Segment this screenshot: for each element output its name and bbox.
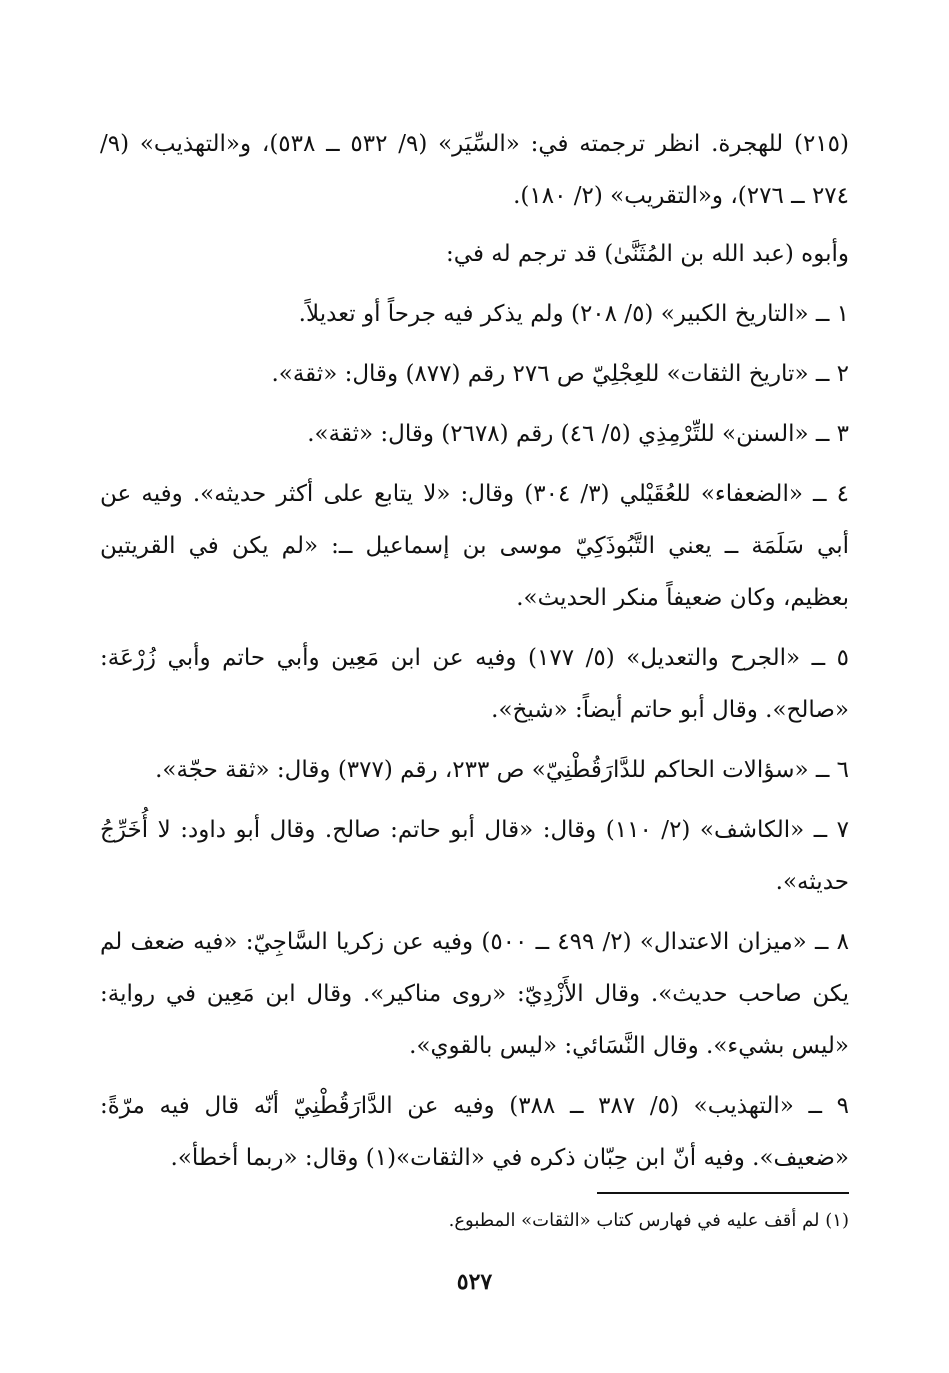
source-item-7: ٧ ــ «الكاشف» (٢/ ١١٠) وقال: «قال أبو حاتم: صالح. وقال أبو داود: لا أُخَرِّجُ حديثه». [100, 817, 850, 895]
source-item-3: ٣ ــ «السنن» للتِّرْمِذِي (٥/ ٤٦) رقم (٢٦٧٨) وقال: «ثقة». [307, 421, 849, 447]
intro-paragraph: (٢١٥) للهجرة. انظر ترجمته في: «السِّيَر» (٩/ ٥٣٢ ــ ٥٣٨)، و«التهذيب» (٩/ ٢٧٤ ــ ٢٧٦)، و«التقريب» (٢/ ١٨٠). [100, 131, 849, 209]
footnote-divider [597, 1192, 849, 1194]
source-item-4: ٤ ــ «الضعفاء» للعُقَيْلي (٣/ ٣٠٤) وقال: «لا يتابع على أكثر حديثه». وفيه عن أبي سَلَمَة ــ يعني التَّبُوذَكِيّ موسى بن إسماعيل ــ: «لم يكن في القريتين بعظيم، وكان ضعيفاً منكر الحديث». [100, 481, 850, 611]
footnote: (١) لم أقف عليه في فهارس كتاب «الثقات» المطبوع. [448, 1210, 849, 1231]
page-number: ٥٢٧ [456, 1269, 493, 1295]
source-item-2: ٢ ــ «تاريخ الثقات» للعِجْلِيّ ص ٢٧٦ رقم (٨٧٧) وقال: «ثقة». [271, 361, 849, 387]
source-item-8: ٨ ــ «ميزان الاعتدال» (٢/ ٤٩٩ ــ ٥٠٠) وفيه عن زكريا السَّاجِيّ: «فيه ضعف لم يكن صاحب حديث». وقال الأَزْدِيّ: «روى مناكير». وقال ابن مَعِين في رواية: «ليس بشيء». وقال النَّسَائي: «ليس بالقوي». [100, 929, 849, 1059]
main-text [100, 118, 849, 1192]
father-heading-paragraph: وأبوه (عبد الله بن المُثَنَّىٰ) قد ترجم له في: [446, 241, 849, 267]
source-item-9: ٩ ــ «التهذيب» (٥/ ٣٨٧ ــ ٣٨٨) وفيه عن الدَّارَقُطْنِيّ أنّه قال فيه مرّةً: «ضعيف». وفيه أنّ ابن حِبّان ذكره في «الثقات»(١) وقال: «ربما أخطأ». [100, 1093, 850, 1171]
source-item-1: ١ ــ «التاريخ الكبير» (٥/ ٢٠٨) ولم يذكر فيه جرحاً أو تعديلاً. [298, 301, 849, 327]
source-item-5: ٥ ــ «الجرح والتعديل» (٥/ ١٧٧) وفيه عن ابن مَعِين وأبي حاتم وأبي زُرْعَة: «صالح». وقال أبو حاتم أيضاً: «شيخ». [100, 645, 849, 723]
source-item-6: ٦ ــ «سؤالات الحاكم للدَّارَقُطْنِيّ» ص ٢٣٣، رقم (٣٧٧) وقال: «ثقة حجّة». [155, 757, 849, 783]
